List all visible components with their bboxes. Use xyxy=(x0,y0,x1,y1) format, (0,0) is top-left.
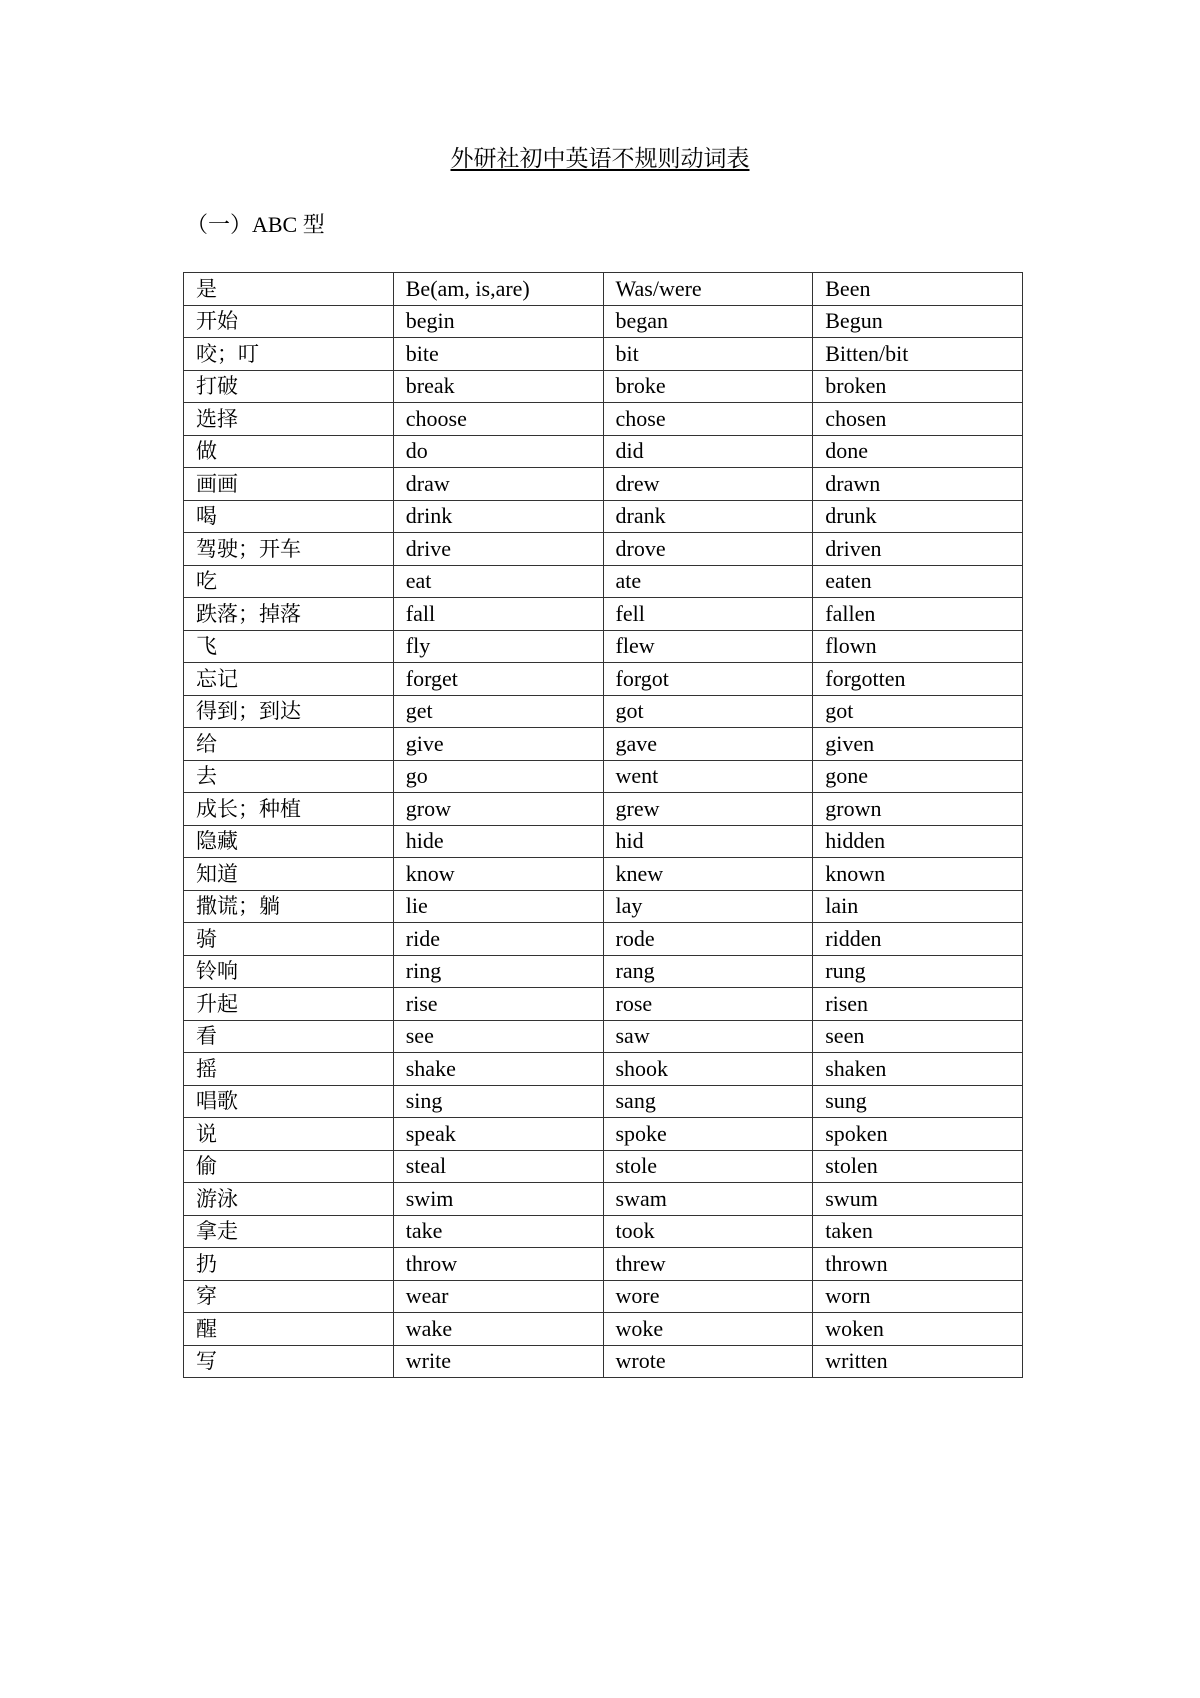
past-tense-cell: rose xyxy=(603,988,813,1021)
past-tense-cell: chose xyxy=(603,403,813,436)
past-tense-cell: broke xyxy=(603,370,813,403)
past-participle-cell: gone xyxy=(813,760,1023,793)
past-tense-cell: fell xyxy=(603,598,813,631)
past-tense-cell: wrote xyxy=(603,1345,813,1378)
past-participle-cell: ridden xyxy=(813,923,1023,956)
meaning-cell: 知道 xyxy=(184,858,394,891)
past-participle-cell: eaten xyxy=(813,565,1023,598)
base-form-cell: give xyxy=(393,728,603,761)
past-tense-cell: forgot xyxy=(603,663,813,696)
past-participle-cell: got xyxy=(813,695,1023,728)
table-row xyxy=(184,305,1023,338)
past-tense-cell: sang xyxy=(603,1085,813,1118)
meaning-cell: 打破 xyxy=(184,370,394,403)
past-tense-cell: got xyxy=(603,695,813,728)
meaning-cell: 给 xyxy=(184,728,394,761)
section-heading: （一）ABC 型 xyxy=(186,212,325,237)
base-form-cell: do xyxy=(393,435,603,468)
meaning-cell: 是 xyxy=(184,273,394,306)
past-participle-cell: stolen xyxy=(813,1150,1023,1183)
meaning-cell: 骑 xyxy=(184,923,394,956)
table-row xyxy=(184,663,1023,696)
past-tense-cell: flew xyxy=(603,630,813,663)
base-form-cell: ride xyxy=(393,923,603,956)
past-participle-cell: written xyxy=(813,1345,1023,1378)
past-participle-cell: woken xyxy=(813,1313,1023,1346)
base-form-cell: wear xyxy=(393,1280,603,1313)
base-form-cell: rise xyxy=(393,988,603,1021)
meaning-cell: 穿 xyxy=(184,1280,394,1313)
base-form-cell: swim xyxy=(393,1183,603,1216)
past-tense-cell: Was/were xyxy=(603,273,813,306)
past-tense-cell: wore xyxy=(603,1280,813,1313)
table-row xyxy=(184,1150,1023,1183)
table-row xyxy=(184,370,1023,403)
past-participle-cell: sung xyxy=(813,1085,1023,1118)
past-participle-cell: lain xyxy=(813,890,1023,923)
table-row xyxy=(184,1053,1023,1086)
past-participle-cell: thrown xyxy=(813,1248,1023,1281)
base-form-cell: go xyxy=(393,760,603,793)
table-row xyxy=(184,338,1023,371)
past-participle-cell: taken xyxy=(813,1215,1023,1248)
base-form-cell: sing xyxy=(393,1085,603,1118)
table-row xyxy=(184,793,1023,826)
base-form-cell: grow xyxy=(393,793,603,826)
meaning-cell: 写 xyxy=(184,1345,394,1378)
past-participle-cell: shaken xyxy=(813,1053,1023,1086)
base-form-cell: get xyxy=(393,695,603,728)
past-tense-cell: drove xyxy=(603,533,813,566)
base-form-cell: fall xyxy=(393,598,603,631)
past-participle-cell: broken xyxy=(813,370,1023,403)
past-tense-cell: stole xyxy=(603,1150,813,1183)
past-tense-cell: did xyxy=(603,435,813,468)
base-form-cell: steal xyxy=(393,1150,603,1183)
table-row xyxy=(184,760,1023,793)
base-form-cell: lie xyxy=(393,890,603,923)
table-row xyxy=(184,273,1023,306)
past-participle-cell: spoken xyxy=(813,1118,1023,1151)
past-participle-cell: drunk xyxy=(813,500,1023,533)
past-participle-cell: given xyxy=(813,728,1023,761)
meaning-cell: 喝 xyxy=(184,500,394,533)
table-row xyxy=(184,468,1023,501)
verb-table-body xyxy=(184,273,1023,1378)
base-form-cell: hide xyxy=(393,825,603,858)
past-tense-cell: ate xyxy=(603,565,813,598)
table-row xyxy=(184,598,1023,631)
past-participle-cell: grown xyxy=(813,793,1023,826)
meaning-cell: 铃响 xyxy=(184,955,394,988)
meaning-cell: 去 xyxy=(184,760,394,793)
past-participle-cell: swum xyxy=(813,1183,1023,1216)
table-row xyxy=(184,1345,1023,1378)
table-row xyxy=(184,403,1023,436)
past-tense-cell: drew xyxy=(603,468,813,501)
irregular-verb-table xyxy=(183,272,1023,1378)
meaning-cell: 撒谎；躺 xyxy=(184,890,394,923)
past-participle-cell: flown xyxy=(813,630,1023,663)
meaning-cell: 做 xyxy=(184,435,394,468)
base-form-cell: choose xyxy=(393,403,603,436)
table-row xyxy=(184,533,1023,566)
past-tense-cell: began xyxy=(603,305,813,338)
past-participle-cell: driven xyxy=(813,533,1023,566)
table-row xyxy=(184,1183,1023,1216)
meaning-cell: 拿走 xyxy=(184,1215,394,1248)
past-participle-cell: drawn xyxy=(813,468,1023,501)
past-tense-cell: drank xyxy=(603,500,813,533)
base-form-cell: speak xyxy=(393,1118,603,1151)
table-row xyxy=(184,1313,1023,1346)
meaning-cell: 醒 xyxy=(184,1313,394,1346)
past-tense-cell: bit xyxy=(603,338,813,371)
past-participle-cell: Begun xyxy=(813,305,1023,338)
table-row xyxy=(184,1215,1023,1248)
past-tense-cell: lay xyxy=(603,890,813,923)
meaning-cell: 升起 xyxy=(184,988,394,1021)
table-row xyxy=(184,923,1023,956)
table-row xyxy=(184,1118,1023,1151)
base-form-cell: ring xyxy=(393,955,603,988)
past-tense-cell: shook xyxy=(603,1053,813,1086)
meaning-cell: 游泳 xyxy=(184,1183,394,1216)
base-form-cell: wake xyxy=(393,1313,603,1346)
table-row xyxy=(184,1020,1023,1053)
page-title: 外研社初中英语不规则动词表 xyxy=(450,146,750,172)
base-form-cell: fly xyxy=(393,630,603,663)
past-participle-cell: done xyxy=(813,435,1023,468)
table-row xyxy=(184,1085,1023,1118)
base-form-cell: know xyxy=(393,858,603,891)
table-row xyxy=(184,890,1023,923)
table-row xyxy=(184,858,1023,891)
table-row xyxy=(184,435,1023,468)
base-form-cell: throw xyxy=(393,1248,603,1281)
past-participle-cell: hidden xyxy=(813,825,1023,858)
meaning-cell: 成长；种植 xyxy=(184,793,394,826)
past-participle-cell: seen xyxy=(813,1020,1023,1053)
meaning-cell: 跌落；掉落 xyxy=(184,598,394,631)
past-tense-cell: saw xyxy=(603,1020,813,1053)
base-form-cell: drive xyxy=(393,533,603,566)
base-form-cell: shake xyxy=(393,1053,603,1086)
meaning-cell: 画画 xyxy=(184,468,394,501)
meaning-cell: 看 xyxy=(184,1020,394,1053)
past-participle-cell: worn xyxy=(813,1280,1023,1313)
past-tense-cell: swam xyxy=(603,1183,813,1216)
past-tense-cell: spoke xyxy=(603,1118,813,1151)
table-row xyxy=(184,565,1023,598)
meaning-cell: 摇 xyxy=(184,1053,394,1086)
table-row xyxy=(184,1248,1023,1281)
past-tense-cell: gave xyxy=(603,728,813,761)
base-form-cell: break xyxy=(393,370,603,403)
table-row xyxy=(184,500,1023,533)
meaning-cell: 驾驶；开车 xyxy=(184,533,394,566)
past-participle-cell: Been xyxy=(813,273,1023,306)
meaning-cell: 咬；叮 xyxy=(184,338,394,371)
table-row xyxy=(184,825,1023,858)
base-form-cell: see xyxy=(393,1020,603,1053)
meaning-cell: 得到；到达 xyxy=(184,695,394,728)
meaning-cell: 飞 xyxy=(184,630,394,663)
past-participle-cell: rung xyxy=(813,955,1023,988)
table-row xyxy=(184,988,1023,1021)
base-form-cell: bite xyxy=(393,338,603,371)
table-row xyxy=(184,728,1023,761)
past-tense-cell: grew xyxy=(603,793,813,826)
base-form-cell: eat xyxy=(393,565,603,598)
past-participle-cell: fallen xyxy=(813,598,1023,631)
meaning-cell: 隐藏 xyxy=(184,825,394,858)
table-row xyxy=(184,695,1023,728)
meaning-cell: 说 xyxy=(184,1118,394,1151)
meaning-cell: 扔 xyxy=(184,1248,394,1281)
past-participle-cell: chosen xyxy=(813,403,1023,436)
past-tense-cell: rang xyxy=(603,955,813,988)
base-form-cell: Be(am, is,are) xyxy=(393,273,603,306)
base-form-cell: draw xyxy=(393,468,603,501)
past-participle-cell: forgotten xyxy=(813,663,1023,696)
meaning-cell: 唱歌 xyxy=(184,1085,394,1118)
past-participle-cell: Bitten/bit xyxy=(813,338,1023,371)
past-tense-cell: woke xyxy=(603,1313,813,1346)
past-participle-cell: known xyxy=(813,858,1023,891)
meaning-cell: 偷 xyxy=(184,1150,394,1183)
base-form-cell: write xyxy=(393,1345,603,1378)
table-row xyxy=(184,955,1023,988)
base-form-cell: forget xyxy=(393,663,603,696)
meaning-cell: 开始 xyxy=(184,305,394,338)
past-tense-cell: took xyxy=(603,1215,813,1248)
base-form-cell: begin xyxy=(393,305,603,338)
past-participle-cell: risen xyxy=(813,988,1023,1021)
past-tense-cell: hid xyxy=(603,825,813,858)
meaning-cell: 忘记 xyxy=(184,663,394,696)
past-tense-cell: knew xyxy=(603,858,813,891)
past-tense-cell: rode xyxy=(603,923,813,956)
meaning-cell: 选择 xyxy=(184,403,394,436)
table-row xyxy=(184,1280,1023,1313)
base-form-cell: take xyxy=(393,1215,603,1248)
past-tense-cell: went xyxy=(603,760,813,793)
base-form-cell: drink xyxy=(393,500,603,533)
past-tense-cell: threw xyxy=(603,1248,813,1281)
meaning-cell: 吃 xyxy=(184,565,394,598)
table-row xyxy=(184,630,1023,663)
